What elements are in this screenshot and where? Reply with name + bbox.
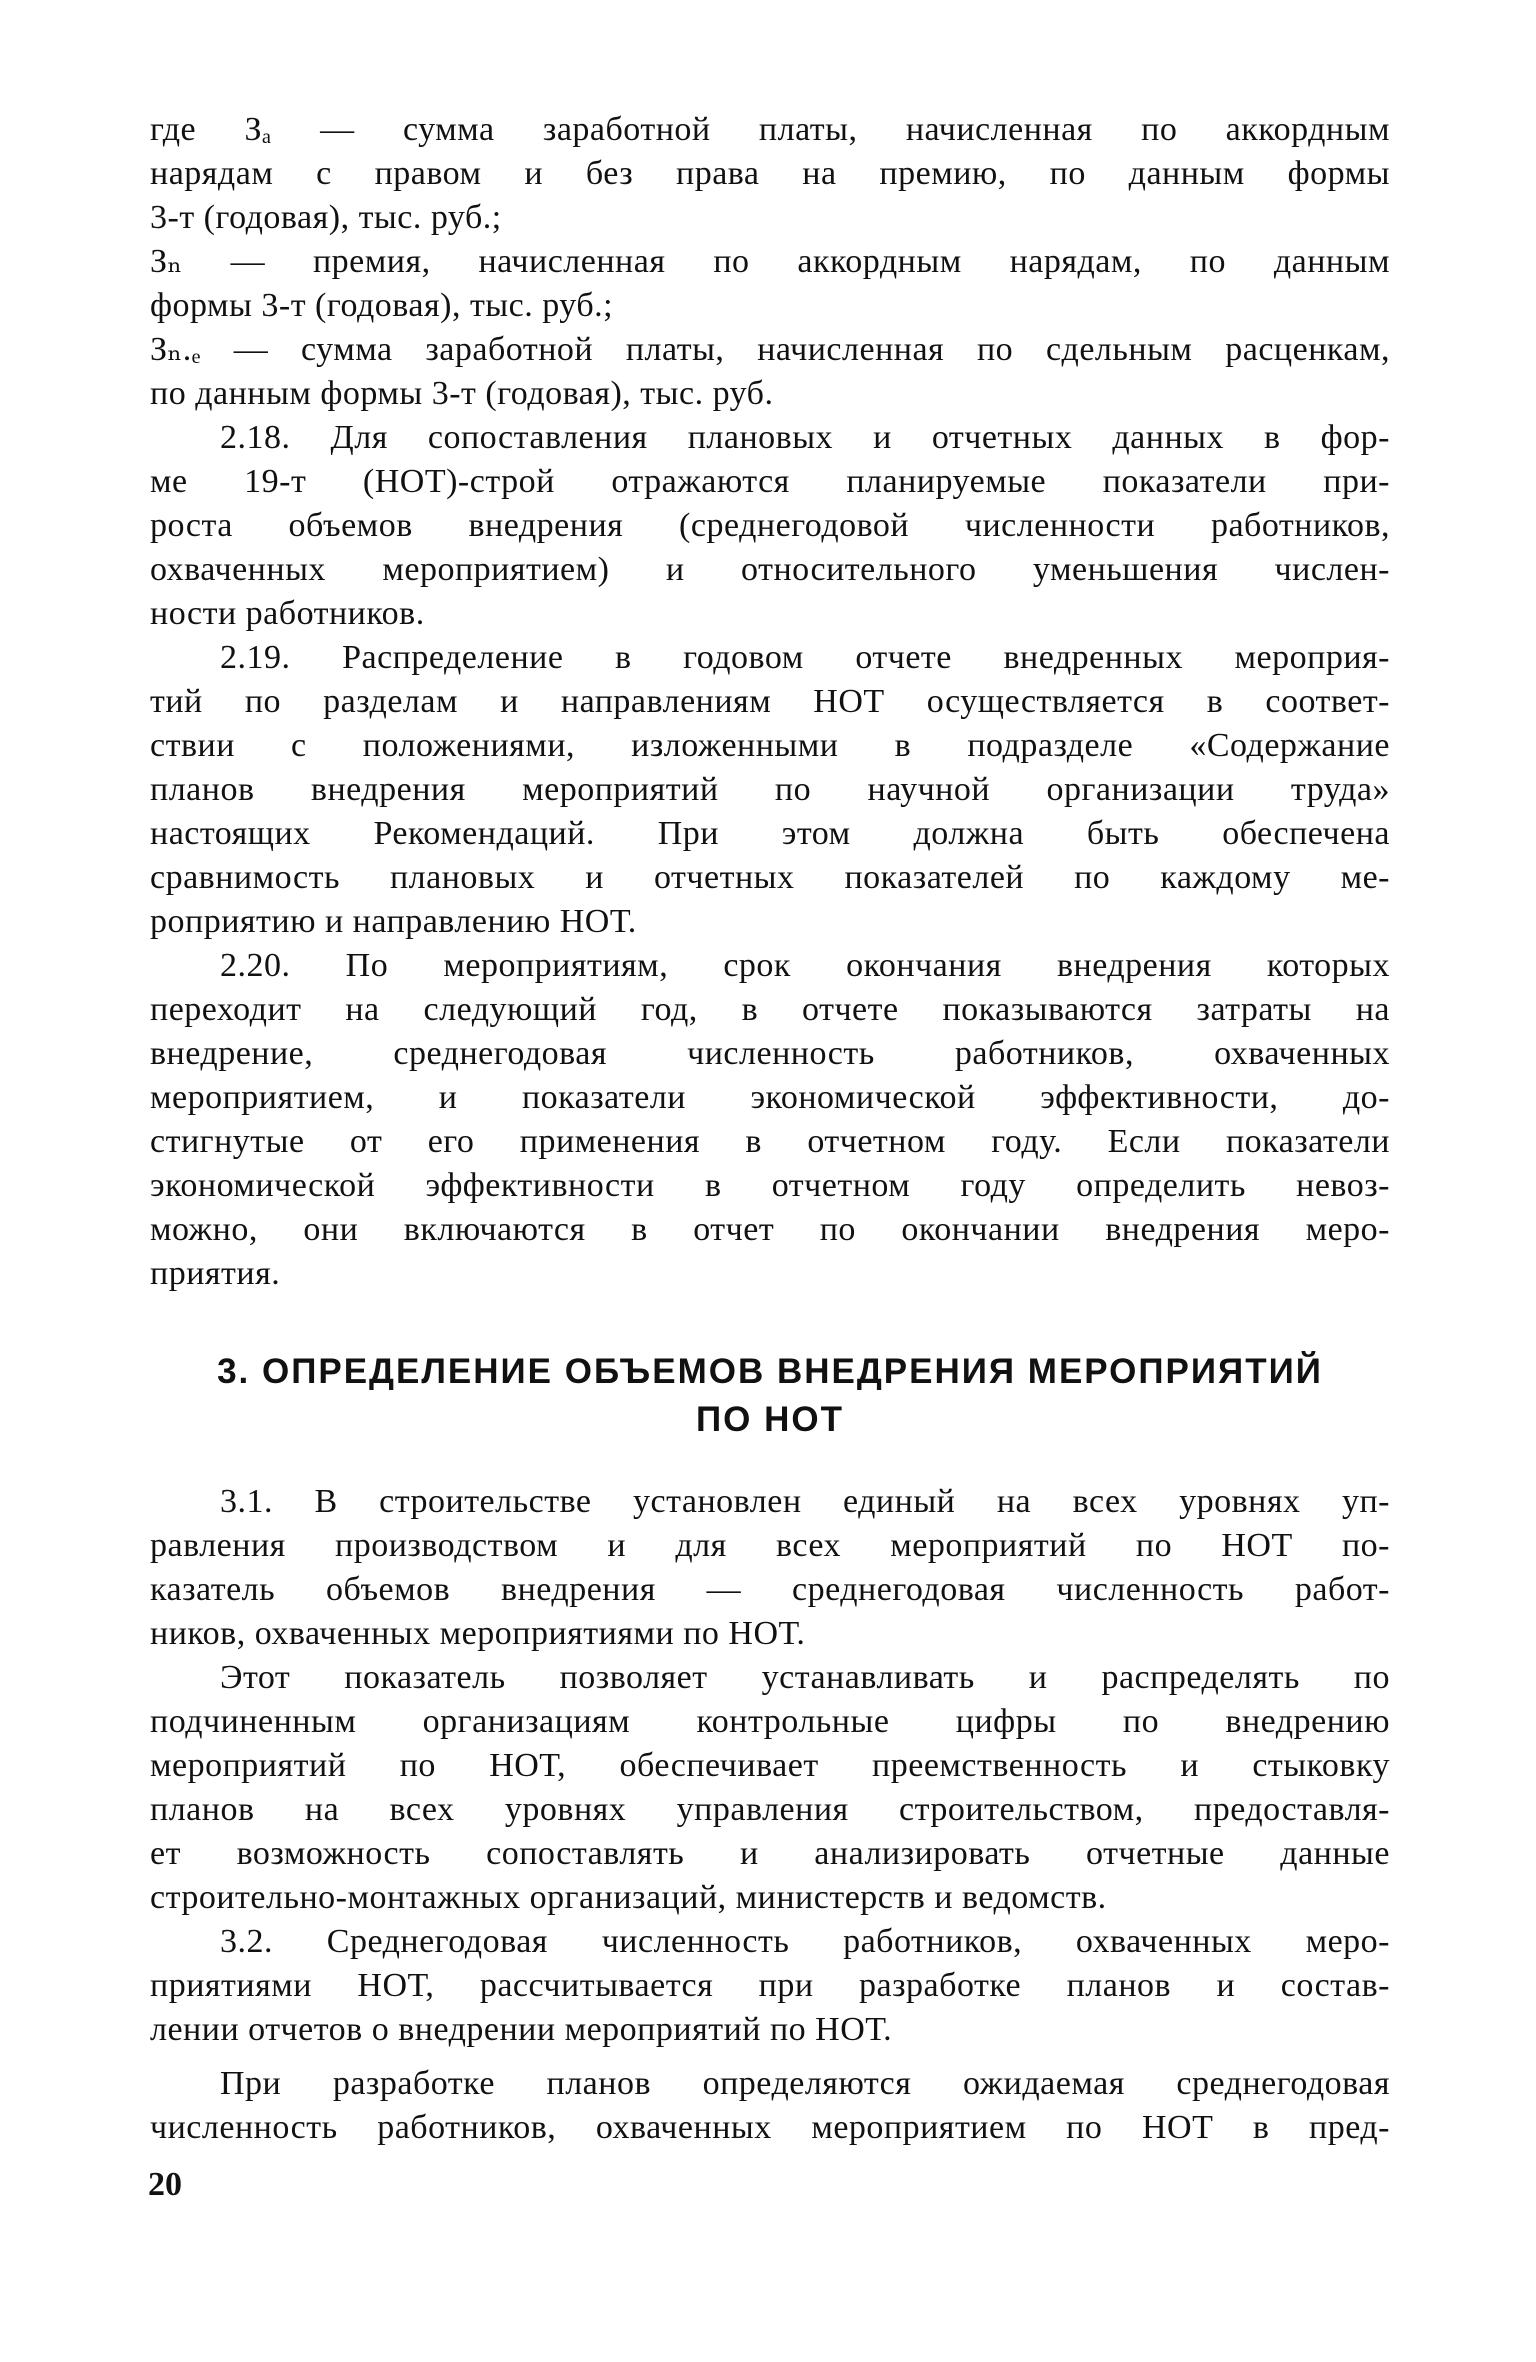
text-line: мероприятий по НОТ, обеспечивает преемственность и стыковку [150, 1747, 1390, 1784]
text-line: настоящих Рекомендаций. При этом должна быть обеспечена [150, 815, 1390, 852]
text-line: ствии с положениями, изложенными в подразделе «Содержание [150, 727, 1390, 764]
text-line: экономической эффективности в отчетном году определить невоз- [150, 1167, 1390, 1204]
definitions-paragraph [150, 108, 1390, 416]
text-line: ет возможность сопоставлять и анализировать отчетные данные [150, 1835, 1390, 1872]
text-line: строительно-монтажных организаций, министерств и ведомств. [150, 1879, 1107, 1916]
text-line: сравнимость плановых и отчетных показателей по каждому ме- [150, 859, 1390, 896]
section-heading [150, 1348, 1390, 1444]
text-line: 3-т (годовая), тыс. руб.; [150, 199, 502, 236]
text-line: ности работников. [150, 595, 425, 632]
text-line: планов на всех уровнях управления строительством, предоставля- [150, 1791, 1390, 1828]
paragraph-3-1 [150, 1480, 1390, 1656]
text-line: роприятию и направлению НОТ. [150, 903, 637, 940]
text-line: казатель объемов внедрения — среднегодовая численность работ- [150, 1571, 1390, 1608]
section-heading-line: 3. ОПРЕДЕЛЕНИЕ ОБЪЕМОВ ВНЕДРЕНИЯ МЕРОПРИЯТИЙ [217, 1352, 1323, 1391]
text-line: где Зₐ — сумма заработной платы, начисленная по аккордным [150, 111, 1390, 148]
text-line: лении отчетов о внедрении мероприятий по НОТ. [150, 2011, 893, 2048]
paragraph-2-18 [150, 416, 1390, 636]
text-line: 2.18. Для сопоставления плановых и отчетных данных в фор- [220, 419, 1390, 456]
page-number: 20 [148, 2166, 182, 2203]
section-heading-line: ПО НОТ [696, 1400, 844, 1439]
text-line: 2.19. Распределение в годовом отчете внедренных мероприя- [220, 639, 1390, 676]
paragraph-3-1-continued [150, 1656, 1390, 1920]
text-line: Этот показатель позволяет устанавливать и распределять по [220, 1659, 1390, 1696]
paragraph-3-2 [150, 1920, 1390, 2052]
text-line: равления производством и для всех мероприятий по НОТ по- [150, 1527, 1390, 1564]
text-line: роста объемов внедрения (среднегодовой численности работников, [150, 507, 1390, 544]
paragraph-2-19 [150, 636, 1390, 944]
text-line: 3.1. В строительстве установлен единый на всех уровнях уп- [220, 1483, 1390, 1520]
text-line: ме 19-т (НОТ)-строй отражаются планируемые показатели при- [150, 463, 1390, 500]
paragraph-2-20 [150, 944, 1390, 1296]
text-line: нарядам с правом и без права на премию, по данным формы [150, 155, 1390, 192]
text-line: переходит на следующий год, в отчете показываются затраты на [150, 991, 1390, 1028]
text-line: приятиями НОТ, рассчитывается при разработке планов и состав- [150, 1967, 1390, 2004]
text-line: Зₙ.ₑ — сумма заработной платы, начисленная по сдельным расценкам, [150, 331, 1390, 368]
text-line: 3.2. Среднегодовая численность работников, охваченных меро- [220, 1923, 1390, 1960]
text-line: ников, охваченных мероприятиями по НОТ. [150, 1615, 806, 1652]
text-line: стигнутые от его применения в отчетном году. Если показатели [150, 1123, 1390, 1160]
text-line: численность работников, охваченных мероприятием по НОТ в пред- [150, 2109, 1390, 2146]
text-line: При разработке планов определяются ожидаемая среднегодовая [220, 2065, 1390, 2102]
text-line: 2.20. По мероприятиям, срок окончания внедрения которых [220, 947, 1390, 984]
document-page [150, 108, 1390, 2150]
text-line: формы 3-т (годовая), тыс. руб.; [150, 287, 614, 324]
text-line: по данным формы 3-т (годовая), тыс. руб. [150, 375, 774, 412]
text-line: внедрение, среднегодовая численность работников, охваченных [150, 1035, 1390, 1072]
text-line: подчиненным организациям контрольные цифры по внедрению [150, 1703, 1390, 1740]
text-line: мероприятием, и показатели экономической эффективности, до- [150, 1079, 1390, 1116]
text-line: Зₙ — премия, начисленная по аккордным нарядам, по данным [150, 243, 1390, 280]
paragraph-3-2-continued [150, 2062, 1390, 2150]
text-line: приятия. [150, 1255, 281, 1292]
text-line: тий по разделам и направлениям НОТ осуществляется в соответ- [150, 683, 1390, 720]
text-line: можно, они включаются в отчет по окончании внедрения меро- [150, 1211, 1390, 1248]
text-line: охваченных мероприятием) и относительного уменьшения числен- [150, 551, 1390, 588]
text-line: планов внедрения мероприятий по научной организации труда» [150, 771, 1390, 808]
